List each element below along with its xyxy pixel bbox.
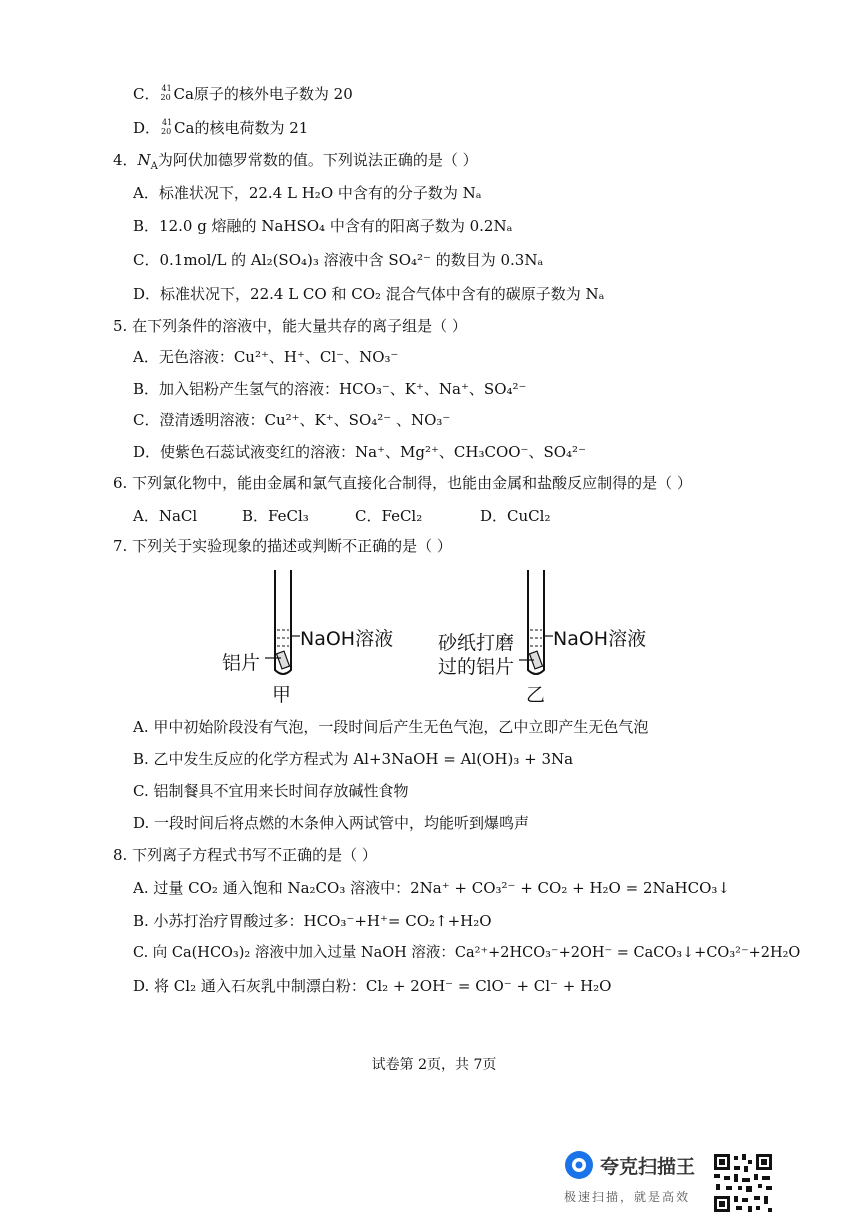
scanner-logo-icon bbox=[564, 1150, 594, 1180]
q4-option-c: C．0.1mol/L 的 Al₂(SO₄)₃ 溶液中含 SO₄²⁻ 的数目为 0.3Nₐ bbox=[133, 251, 544, 269]
q8-option-d: D. 将 Cl₂ 通入石灰乳中制漂白粉：Cl₂ + 2OH⁻ = ClO⁻ + Cl⁻ + H₂O bbox=[133, 977, 612, 995]
left-metal-label: 铝片 bbox=[222, 652, 261, 674]
qr-code-icon bbox=[712, 1152, 774, 1214]
q7-option-a: A. 甲中初始阶段没有气泡，一段时间后产生无色气泡，乙中立即产生无色气泡 bbox=[133, 718, 649, 736]
q5-option-b: B．加入铝粉产生氢气的溶液：HCO₃⁻、K⁺、Na⁺、SO₄²⁻ bbox=[133, 380, 527, 398]
q6-option-d: D．CuCl₂ bbox=[480, 507, 551, 525]
q8-option-c: C. 向 Ca(HCO₃)₂ 溶液中加入过量 NaOH 溶液：Ca²⁺+2HCO₃⁻+2OH⁻ = CaCO₃↓+CO₃²⁻+2H₂O bbox=[133, 945, 801, 961]
watermark-slogan: 极速扫描，就是高效 bbox=[564, 1190, 691, 1204]
q4-stem: 4．$N_A$为阿伏加德罗常数的值。下列说法正确的是（ ） bbox=[113, 151, 478, 172]
right-caption: 乙 bbox=[526, 684, 546, 706]
q6-option-a: A．NaCl bbox=[133, 507, 198, 525]
test-tube-figure bbox=[0, 560, 868, 710]
test-tube-right bbox=[519, 570, 553, 674]
right-metal-label-1: 砂纸打磨 bbox=[438, 632, 515, 654]
q7-option-d: D. 一段时间后将点燃的木条伸入两试管中，均能听到爆鸣声 bbox=[133, 814, 530, 832]
isotope-notation: 41 20 bbox=[161, 118, 173, 136]
q3-option-d: D． 41 20 Ca的核电荷数为 21 bbox=[133, 118, 309, 137]
q5-stem: 5. 在下列条件的溶液中，能大量共存的离子组是（ ） bbox=[113, 317, 467, 335]
left-solution-label: NaOH溶液 bbox=[300, 628, 394, 650]
q8-stem: 8. 下列离子方程式书写不正确的是（ ） bbox=[113, 846, 377, 864]
q4-option-d: D．标准状况下，22.4 L CO 和 CO₂ 混合气体中含有的碳原子数为 Nₐ bbox=[133, 285, 605, 303]
page-footer: 试卷第 2页，共 7页 bbox=[371, 1057, 497, 1073]
q6-option-b: B．FeCl₃ bbox=[242, 507, 309, 525]
q7-option-b: B. 乙中发生反应的化学方程式为 Al+3NaOH = Al(OH)₃ + 3Na bbox=[133, 750, 574, 768]
q6-option-c: C．FeCl₂ bbox=[355, 507, 423, 525]
q4-option-b: B．12.0 g 熔融的 NaHSO₄ 中含有的阳离子数为 0.2Nₐ bbox=[133, 217, 513, 235]
left-caption: 甲 bbox=[272, 684, 292, 706]
q7-stem: 7. 下列关于实验现象的描述或判断不正确的是（ ） bbox=[113, 537, 452, 555]
q8-option-b: B. 小苏打治疗胃酸过多：HCO₃⁻+H⁺= CO₂↑+H₂O bbox=[133, 912, 492, 930]
right-solution-label: NaOH溶液 bbox=[553, 628, 647, 650]
q4-option-a: A．标准状况下，22.4 L H₂O 中含有的分子数为 Nₐ bbox=[133, 184, 482, 202]
q7-option-c: C. 铝制餐具不宜用来长时间存放碱性食物 bbox=[133, 782, 409, 800]
watermark-name: 夸克扫描王 bbox=[600, 1156, 696, 1178]
right-metal-label-2: 过的铝片 bbox=[438, 656, 515, 678]
q3-option-c: C． 41 20 Ca原子的核外电子数为 20 bbox=[133, 84, 353, 103]
q5-option-d: D．使紫色石蕊试液变红的溶液：Na⁺、Mg²⁺、CH₃COO⁻、SO₄²⁻ bbox=[133, 443, 586, 461]
q6-stem: 6. 下列氯化物中，能由金属和氯气直接化合制得，也能由金属和盐酸反应制得的是（ ） bbox=[113, 474, 692, 492]
scanner-watermark bbox=[564, 1150, 709, 1210]
isotope-notation: 41 20 bbox=[160, 84, 172, 102]
q8-option-a: A. 过量 CO₂ 通入饱和 Na₂CO₃ 溶液中：2Na⁺ + CO₃²⁻ + CO₂ + H₂O = 2NaHCO₃↓ bbox=[133, 879, 730, 897]
q5-option-a: A．无色溶液：Cu²⁺、H⁺、Cl⁻、NO₃⁻ bbox=[133, 348, 399, 366]
q5-option-c: C．澄清透明溶液：Cu²⁺、K⁺、SO₄²⁻ 、NO₃⁻ bbox=[133, 411, 451, 429]
test-tube-left bbox=[265, 570, 300, 674]
